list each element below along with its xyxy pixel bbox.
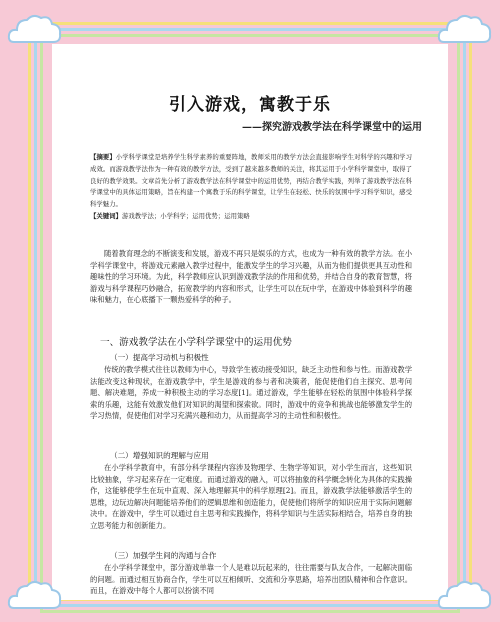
keywords-label: 【关键词】: [90, 211, 122, 220]
border-stripe-blue-top: [34, 28, 466, 31]
abstract-text: 小学科学课堂是培养学生科学素养的重要阵地，教师采用的教学方法会直接影响学生对科学的兴趣和学习成效。而游戏教学法作为一种有效的教学方法，受到了越来越多教师的关注，将其运用于小学科学课堂中，取得了良好的教学效果。文章首先分析了游戏教学法在科学课堂中的运用优势，再结合教学实践，列举了游戏教学法在科学课堂中的具体运用策略，旨在构建一个寓教于乐的科学课堂，让学生在轻松、快乐的氛围中学习科学知识，感受科学魅力。: [90, 153, 412, 209]
border-stripe-yellow-right: [469, 22, 472, 601]
subsection3-paragraph: [90, 562, 412, 598]
abstract-label: 【摘要】: [90, 153, 116, 161]
cloud-decoration-top-right: [436, 10, 494, 50]
intro-text: 随着教育理念的不断演变和发展，游戏不再只是娱乐的方式，也成为一种有效的教学方法。在小学科学课堂中，将游戏元素融入教学过程中，能激发学生的学习兴趣，从而为他们提供更具互动性和趣味性的学习环境。为此，科学教师应认识到游戏教学法的作用和优势，并结合自身的教育智慧，将游戏与科学课程巧妙融合，拓宽教学的内容和形式，让学生可以在玩中学，在游戏中体验到科学的趣味和魅力，在心底播下一颗热爱科学的种子。: [90, 249, 412, 305]
border-stripe-green-bottom: [40, 610, 460, 613]
border-stripe-blue-left: [34, 28, 37, 607]
cloud-decoration-top-left: [6, 10, 64, 50]
cloud-decoration-bottom-right: [436, 576, 494, 616]
subsection2-paragraph: [90, 462, 412, 532]
document-page: [52, 44, 448, 600]
border-stripe-yellow-left: [28, 22, 31, 601]
subsection1-heading: （一）提高学习动机与积极性: [110, 353, 209, 362]
border-stripe-green-left: [40, 34, 43, 613]
border-stripe-blue-right: [463, 28, 466, 607]
document-title: 引入游戏，寓教于乐: [169, 95, 331, 115]
border-stripe-yellow-top: [28, 22, 472, 25]
border-stripe-green-right: [457, 34, 460, 613]
border-stripe-green-top: [40, 34, 460, 37]
abstract-block: [90, 152, 412, 223]
subsection3-heading: （三）加强学生间的沟通与合作: [110, 551, 217, 560]
section1-heading: 一、游戏教学法在小学科学课堂中的运用优势: [100, 337, 292, 348]
subsection2-text: 在小学科学教育中，有部分科学课程内容涉及物理学、生物学等知识，对小学生而言，这些知识比较抽象，学习起来存在一定难度。而通过游戏的融入，可以将抽象的科学概念转化为具体的实践操作，这能够使学生在玩中直观、深入地理解其中的科学原理[2]。而且，游戏教学法能够激活学生的思维，边玩边解决问题能培养他们的逻辑思维和创造能力，促使他们将所学的知识应用于实际问题解决中。在游戏中，学生可以通过自主思考和实践操作，将科学知识与生活实际相结合，培养自身的独立思考能力和创新能力。: [90, 463, 412, 530]
keywords-text: 游戏教学法；小学科学；运用优势；运用策略: [121, 211, 250, 220]
subsection3-text: 在小学科学课堂中，部分游戏单靠一个人是难以玩起来的，往往需要与队友合作，一起解决面临的问题。而通过相互协商合作，学生可以互相倾听、交流和分享思路，培养出团队精神和合作意识。而且，在游戏中每个人都可以扮演不同: [90, 563, 412, 596]
subsection1-text: 传统的教学模式往往以教师为中心，导致学生被动接受知识，缺乏主动性和参与性。而游戏教学法能改变这种现状，在游戏教学中，学生是游戏的参与者和决策者，能促使他们自主探究、思考问题、解决难题，养成一种积极主动的学习态度[1]。通过游戏，学生能够在轻松的氛围中体验科学探索的乐趣，这能有效激发他们对知识的渴望和探索欲。同时，游戏中的竞争和挑战也能够激发学生的学习热情，促使他们对学习充满兴趣和动力，从而提高学习的主动性和积极性。: [90, 365, 412, 421]
subsection1-paragraph: [90, 364, 412, 422]
subsection2-heading: （二）增强知识的理解与应用: [110, 451, 209, 460]
border-stripe-blue-bottom: [34, 604, 466, 607]
cloud-decoration-bottom-left: [6, 576, 64, 616]
intro-paragraph: [90, 248, 412, 306]
document-subtitle: ——探究游戏教学法在科学课堂中的运用: [242, 122, 422, 133]
